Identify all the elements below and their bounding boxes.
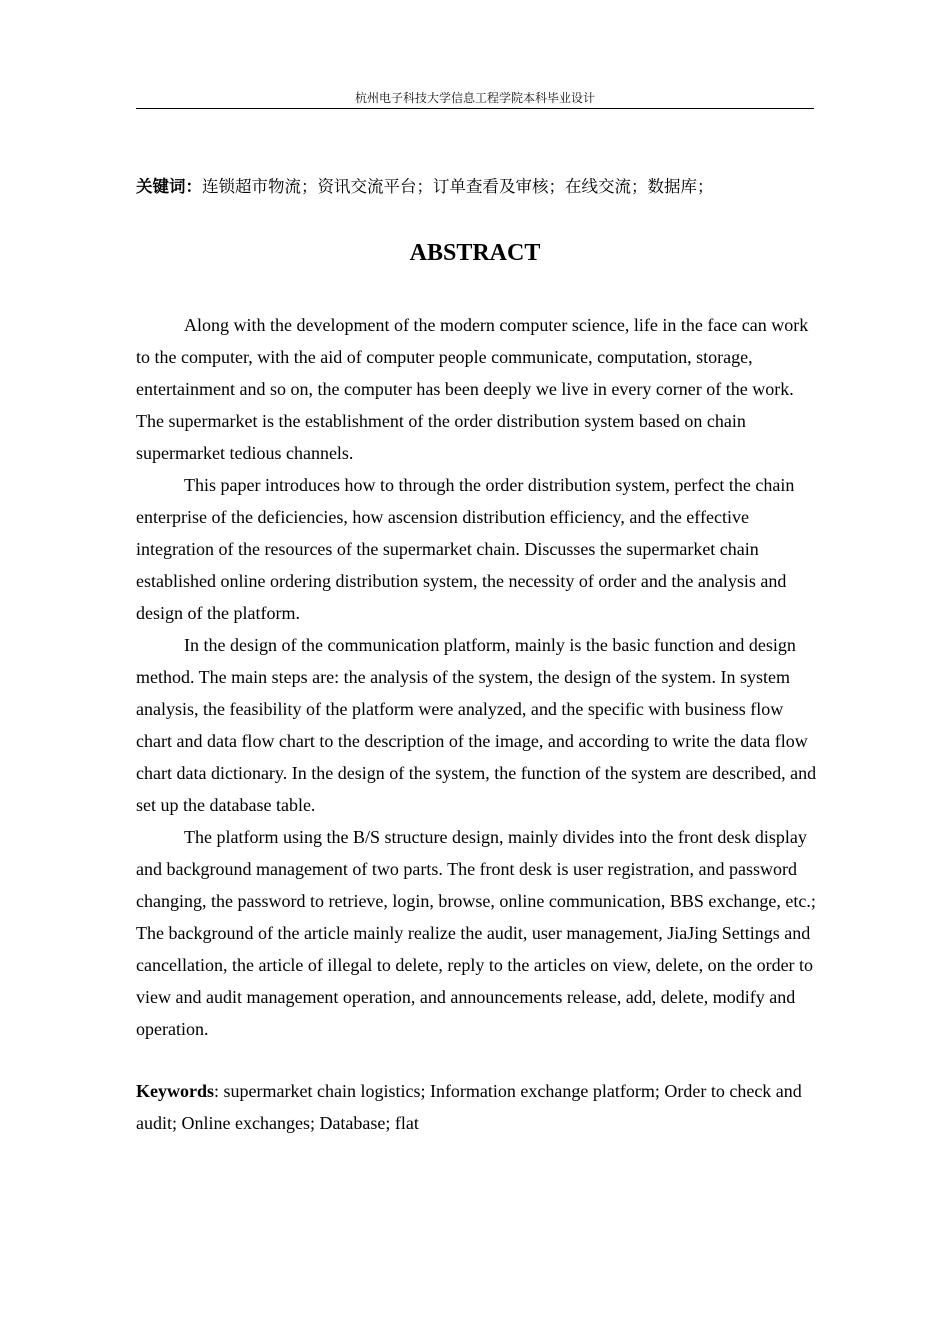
abstract-body — [136, 309, 820, 1045]
chinese-keywords-label: 关键词： — [136, 177, 202, 196]
abstract-paragraph-4: The platform using the B/S structure design, mainly divides into the front desk display and background management of two parts. The front desk is user registration, and password changing, the password to retrieve, login, browse, online communication, BBS exchange, etc.; The background of the article mainly realize the audit, user management, JiaJing Settings and cancellation, the article of illegal to delete, reply to the articles on view, delete, on the order to view and audit management operation, and announcements release, add, delete, modify and operation. — [136, 827, 816, 1039]
abstract-paragraph-1: Along with the development of the modern computer science, life in the face can work to the computer, with the aid of computer people communicate, computation, storage, entertainment and so on, the computer has been deeply we live in every corner of the work. The supermarket is the establishment of the order distribution system based on chain supermarket tedious channels. — [136, 315, 809, 463]
chinese-keywords — [136, 175, 836, 199]
abstract-paragraph-3: In the design of the communication platform, mainly is the basic function and design method. The main steps are: the analysis of the system, the design of the system. In system analysis, the feasibility of the platform were analyzed, and the specific with business flow chart and data flow chart to the description of the image, and according to write the data flow chart data dictionary. In the design of the system, the function of the system are described, and set up the database table. — [136, 635, 817, 815]
english-keywords-label: Keywords — [136, 1081, 214, 1101]
english-keywords — [136, 1075, 820, 1139]
page-header: 杭州电子科技大学信息工程学院本科毕业设计 — [136, 90, 814, 109]
abstract-title: ABSTRACT — [409, 240, 541, 266]
abstract-paragraph-2: This paper introduces how to through the order distribution system, perfect the chain enterprise of the deficiencies, how ascension distribution efficiency, and the effective integration of the resources of the supermarket chain. Discusses the supermarket chain established online ordering distribution system, the necessity of order and the analysis and design of the platform. — [136, 475, 795, 623]
chinese-keywords-text: 连锁超市物流；资讯交流平台；订单查看及审核；在线交流；数据库； — [202, 177, 714, 196]
english-keywords-text: : supermarket chain logistics; Information exchange platform; Order to check and audit; Online exchanges; Database; flat — [136, 1081, 802, 1133]
